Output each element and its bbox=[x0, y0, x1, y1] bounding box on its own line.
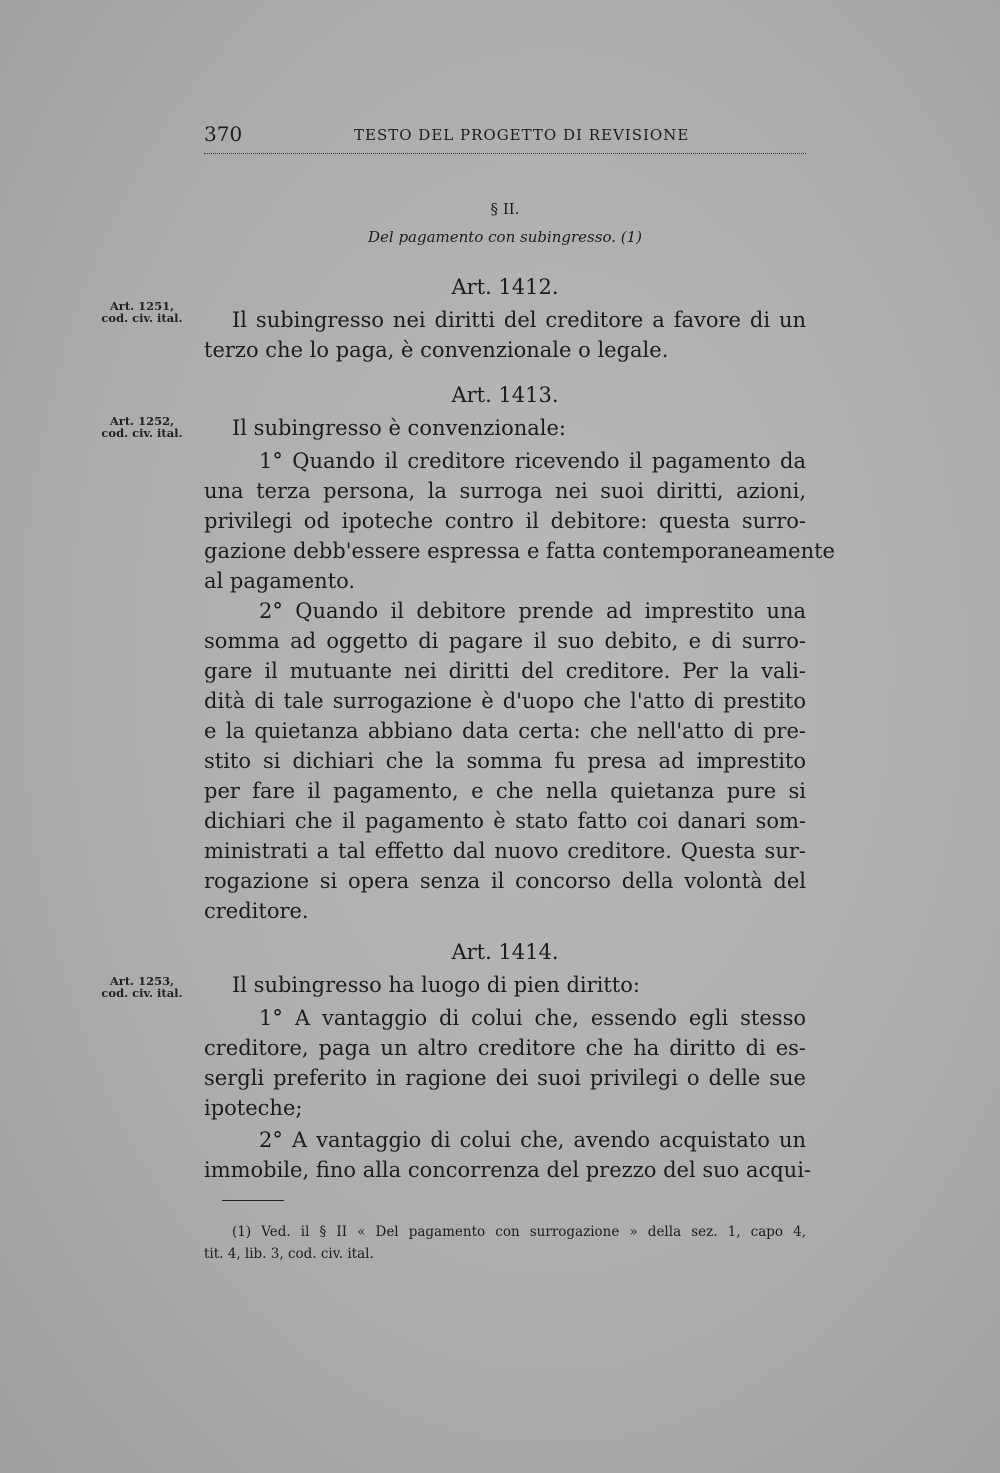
footnote-line: (1) Ved. il § II « Del pagamento con surrogazione » della sez. 1, capo 4, bbox=[232, 1224, 806, 1240]
footnote-rule bbox=[222, 1200, 284, 1201]
text-line: gare il mutuante nei diritti del creditore. Per la vali- bbox=[204, 659, 806, 683]
article-heading-1414: Art. 1414. bbox=[451, 940, 559, 964]
text-line: terzo che lo paga, è convenzionale o legale. bbox=[204, 338, 669, 362]
text-line: somma ad oggetto di pagare il suo debito, e di surro- bbox=[204, 629, 806, 653]
running-head: TESTO DEL PROGETTO DI REVISIONE bbox=[354, 126, 690, 144]
margin-note-line: Art. 1252, bbox=[109, 414, 175, 428]
text-line: privilegi od ipoteche contro il debitore: questa surro- bbox=[204, 509, 806, 533]
margin-note-line: cod. civ. ital. bbox=[101, 986, 183, 1000]
text-line: gazione debb'essere espressa e fatta contemporaneamente bbox=[204, 539, 835, 563]
text-line: Il subingresso ha luogo di pien diritto: bbox=[232, 973, 640, 997]
margin-note-line: Art. 1253, bbox=[109, 974, 175, 988]
text-line: creditore, paga un altro creditore che ha diritto di es- bbox=[204, 1036, 806, 1060]
page-header bbox=[204, 122, 806, 152]
text-line: rogazione si opera senza il concorso della volontà del bbox=[204, 869, 806, 893]
text-line: dichiari che il pagamento è stato fatto coi danari som- bbox=[204, 809, 806, 833]
text-line: 2° Quando il debitore prende ad imprestito una bbox=[259, 599, 806, 623]
margin-note-art-1253 bbox=[96, 975, 188, 999]
text-line: 1° Quando il creditore ricevendo il pagamento da bbox=[259, 449, 806, 473]
footnote-line: tit. 4, lib. 3, cod. civ. ital. bbox=[204, 1246, 374, 1262]
text-line: ipoteche; bbox=[204, 1096, 303, 1120]
text-line: una terza persona, la surroga nei suoi diritti, azioni, bbox=[204, 479, 806, 503]
text-line: Il subingresso nei diritti del creditore a favore di un bbox=[232, 308, 806, 332]
page-number: 370 bbox=[204, 122, 243, 146]
text-line: Il subingresso è convenzionale: bbox=[232, 416, 566, 440]
text-line: per fare il pagamento, e che nella quietanza pure si bbox=[204, 779, 806, 803]
text-line: 1° A vantaggio di colui che, essendo egli stesso bbox=[259, 1006, 806, 1030]
text-line: al pagamento. bbox=[204, 569, 356, 593]
margin-note-art-1251 bbox=[96, 300, 188, 324]
article-heading-1412: Art. 1412. bbox=[451, 275, 559, 299]
section-title: Del pagamento con subingresso. (1) bbox=[367, 228, 643, 246]
text-line: 2° A vantaggio di colui che, avendo acquistato un bbox=[259, 1128, 806, 1152]
text-line: e la quietanza abbiano data certa: che nell'atto di pre- bbox=[204, 719, 806, 743]
header-rule bbox=[204, 153, 806, 154]
text-line: dità di tale surrogazione è d'uopo che l'atto di prestito bbox=[204, 689, 806, 713]
text-line: sergli preferito in ragione dei suoi privilegi o delle sue bbox=[204, 1066, 806, 1090]
section-mark: § II. bbox=[490, 200, 520, 218]
text-line: ministrati a tal effetto dal nuovo creditore. Questa sur- bbox=[204, 839, 806, 863]
margin-note-line: cod. civ. ital. bbox=[101, 426, 183, 440]
text-line: creditore. bbox=[204, 899, 309, 923]
article-heading-1413: Art. 1413. bbox=[451, 383, 559, 407]
margin-note-line: Art. 1251, bbox=[109, 299, 175, 313]
margin-note-art-1252 bbox=[96, 415, 188, 439]
text-line: stito si dichiari che la somma fu presa ad imprestito bbox=[204, 749, 806, 773]
margin-note-line: cod. civ. ital. bbox=[101, 311, 183, 325]
text-line: immobile, fino alla concorrenza del prezzo del suo acqui- bbox=[204, 1158, 812, 1182]
